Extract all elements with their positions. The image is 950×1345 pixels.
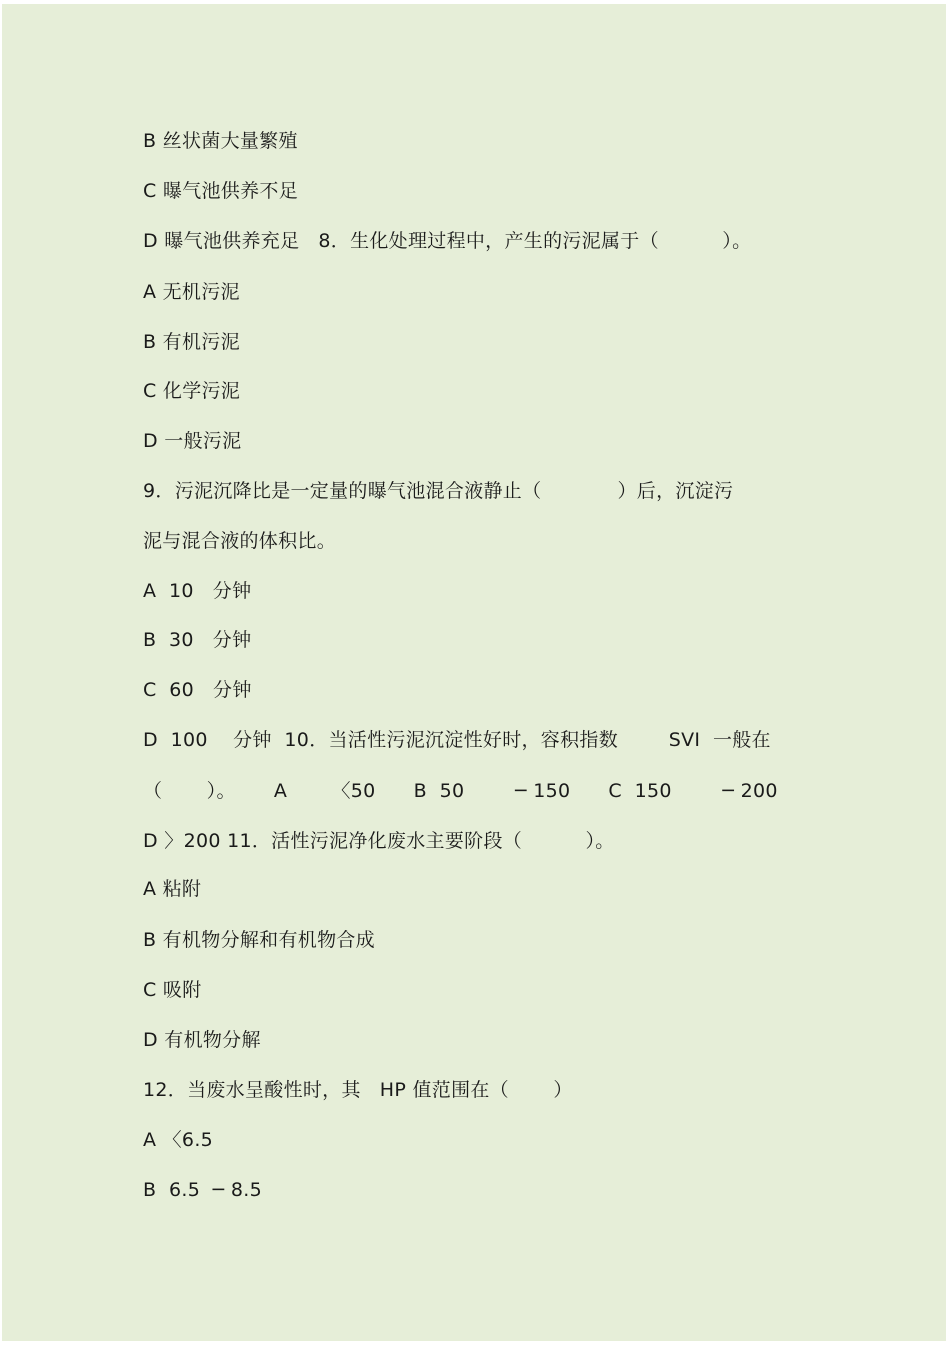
option-d-and-question-10: D 100 分钟 10．当活性污泥沉淀性好时，容积指数 SVI 一般在 xyxy=(143,729,771,751)
option-b-30-minutes: B 30 分钟 xyxy=(143,629,252,651)
question-12: 12．当废水呈酸性时，其 HP 值范围在（ ） xyxy=(143,1079,573,1101)
option-d-and-question-8: D 曝气池供养充足 8．生化处理过程中，产生的污泥属于（ ）。 xyxy=(143,230,752,252)
option-c-adsorption: C 吸附 xyxy=(143,979,202,1001)
option-b-organic-sludge: B 有机污泥 xyxy=(143,331,240,353)
question-10-options: （ ）。 A 〈50 B 50 ─ 150 C 150 ─ 200 xyxy=(143,780,778,802)
option-c-chemical-sludge: C 化学污泥 xyxy=(143,380,241,402)
option-b-decomposition-synthesis: B 有机物分解和有机物合成 xyxy=(143,929,375,951)
option-c-60-minutes: C 60 分钟 xyxy=(143,679,252,701)
option-a-inorganic-sludge: A 无机污泥 xyxy=(143,281,240,303)
option-d-decomposition: D 有机物分解 xyxy=(143,1029,261,1051)
option-d-and-question-11: D 〉200 11．活性污泥净化废水主要阶段（ ）。 xyxy=(143,830,615,852)
question-9: 9．污泥沉降比是一定量的曝气池混合液静止（ ）后，沉淀污 xyxy=(143,480,734,502)
option-a-below-6-5: A 〈6.5 xyxy=(143,1129,214,1151)
option-b-filamentous-bacteria: B 丝状菌大量繁殖 xyxy=(143,130,298,152)
option-a-10-minutes: A 10 分钟 xyxy=(143,580,252,602)
option-a-adhesion: A 粘附 xyxy=(143,878,202,900)
option-c-insufficient-aeration: C 曝气池供养不足 xyxy=(143,180,299,202)
option-d-general-sludge: D 一般污泥 xyxy=(143,430,242,452)
question-9-continued: 泥与混合液的体积比。 xyxy=(143,530,337,552)
option-b-6-5-to-8-5: B 6.5 ─ 8.5 xyxy=(143,1179,263,1201)
